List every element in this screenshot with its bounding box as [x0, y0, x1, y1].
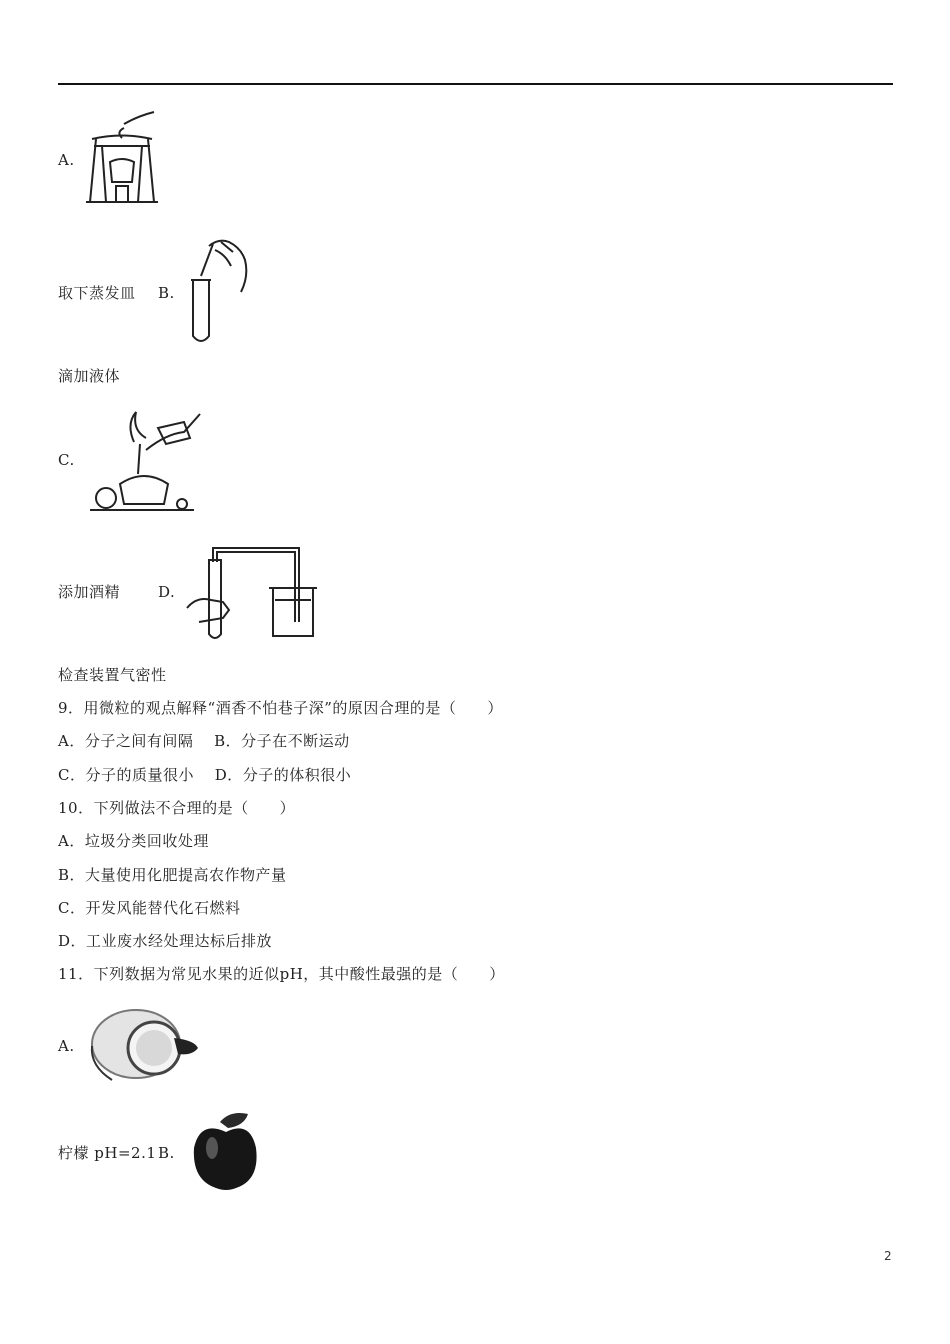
q11-option-b-letter: B.: [158, 1144, 175, 1162]
lemon-figure: [86, 1006, 202, 1090]
dropper-test-tube-figure: [185, 236, 257, 348]
q10-option-b: B．大量使用化肥提高农作物产量: [58, 866, 287, 884]
q10-option-a: A．垃圾分类回收处理: [58, 832, 209, 850]
header-rule: [58, 83, 893, 85]
q8-option-d-caption: 检查装置气密性: [58, 666, 167, 684]
q8-option-d-letter: D.: [158, 583, 176, 601]
evaporating-dish-figure: [80, 106, 162, 210]
q8-option-b-letter: B.: [158, 284, 175, 302]
q11-option-a-letter: A.: [58, 1037, 75, 1055]
q8-option-c-letter: C.: [58, 451, 75, 469]
q10-stem: 10．下列做法不合理的是（ ）: [58, 799, 296, 817]
q8-option-a-letter: A.: [58, 151, 75, 169]
q11-stem: 11．下列数据为常见水果的近似pH，其中酸性最强的是（ ）: [58, 965, 505, 983]
q9-options-row1: A．分子之间有间隔 B．分子在不断运动: [58, 732, 350, 750]
q10-option-d: D．工业废水经处理达标后排放: [58, 932, 273, 950]
page-number: 2: [884, 1249, 892, 1263]
q9-options-row2: C．分子的质量很小 D．分子的体积很小: [58, 766, 352, 784]
q8-option-b-caption: 滴加液体: [58, 367, 121, 385]
airtightness-check-figure: [183, 538, 323, 642]
q10-option-c: C．开发风能替代化石燃料: [58, 899, 241, 917]
apple-figure: [190, 1108, 262, 1194]
q9-stem: 9．用微粒的观点解释“酒香不怕巷子深”的原因合理的是（ ）: [58, 699, 503, 717]
alcohol-lamp-figure: [86, 404, 206, 516]
q11-option-a-caption: 柠檬 pH=2.1: [58, 1144, 157, 1162]
q8-option-c-caption: 添加酒精: [58, 583, 121, 601]
q8-option-a-caption: 取下蒸发皿: [58, 284, 136, 302]
